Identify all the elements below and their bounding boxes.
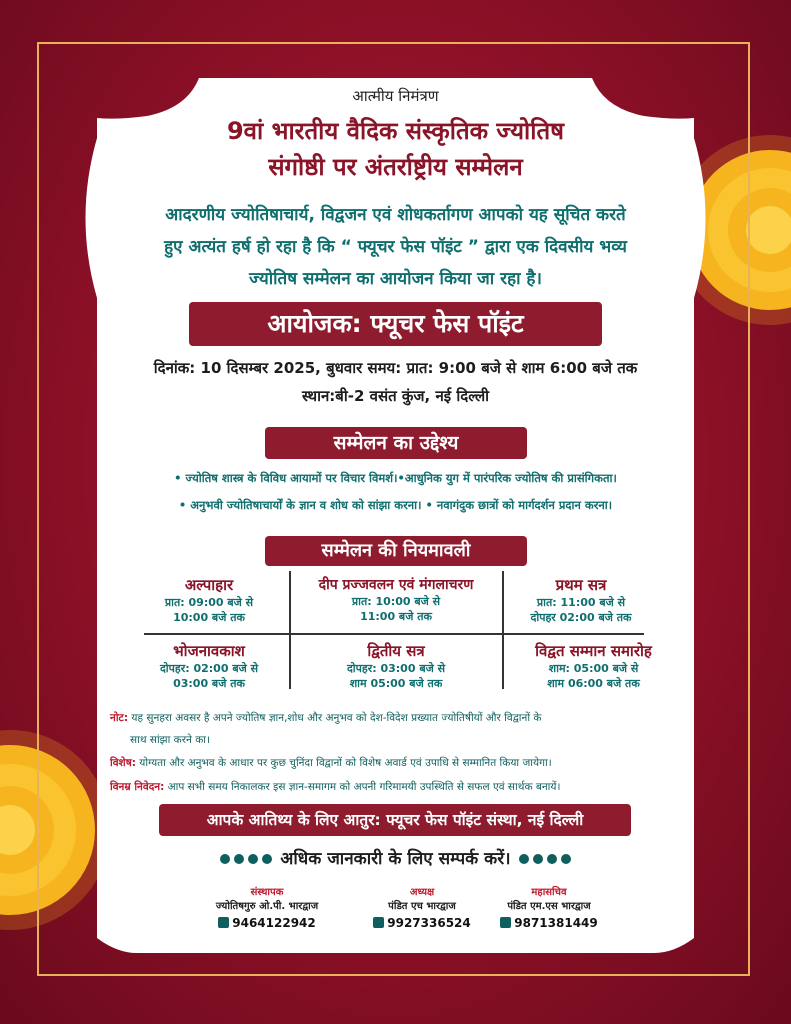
schedule-item: दीप प्रज्जवलन एवं मंगलाचरण प्रात: 10:00 बजे से 11:00 बजे तक xyxy=(318,577,474,623)
contact-secretary: महासचिव पंडित एम.एस भारद्वाज 9871381449 xyxy=(479,884,619,930)
schedule-item: द्वितीय सत्र दोपहर: 03:00 बजे से शाम 05:00 बजे तक xyxy=(346,642,446,690)
note: नोट: यह सुनहरा अवसर है अपने ज्योतिष ज्ञान,शोध और अनुभव को देश-विदेश प्रख्यात ज्योतिषीयों और विद्वानों के xyxy=(110,712,542,724)
phone-icon xyxy=(373,917,384,928)
schedule-item: प्रथम सत्र प्रात: 11:00 बजे से दोपहर 02:00 बजे तक xyxy=(530,576,632,624)
schedule-item: भोजनावकाश दोपहर: 02:00 बजे से 03:00 बजे तक xyxy=(159,642,259,690)
objectives-line-2: • अनुभवी ज्योतिषाचार्यों के ज्ञान व शोध को सांझा करना। • नवागंदुक छात्रों को मार्गदर्शन प्रदान करना। xyxy=(178,498,613,512)
phone-icon xyxy=(500,917,511,928)
title-line-1: 9वां भारतीय वैदिक संस्कृतिक ज्योतिष xyxy=(226,117,565,145)
note-continued: साथ सांझा करने का। xyxy=(130,734,210,746)
contact-heading: अधिक जानकारी के लिए सम्पर्क करें। xyxy=(74,846,717,869)
phone-icon xyxy=(218,917,229,928)
intro-line-1: आदरणीय ज्योतिषाचार्य, विद्वजन एवं शोधकर्तागण आपको यह सूचित करते xyxy=(165,205,626,225)
schedule-item: विद्वत सम्मान समारोह शाम: 05:00 बजे से शाम 06:00 बजे तक xyxy=(535,642,652,690)
special-note: विशेष: योग्यता और अनुभव के आधार पर कुछ चुनिंदा विद्वानों को विशेष अवार्ड एवं उपाधि से सम्मानित किया जायेगा। xyxy=(110,757,552,769)
schedule-item: अल्पाहार प्रात: 09:00 बजे से 10:00 बजे तक xyxy=(164,576,254,624)
intro-line-2: हुए अत्यंत हर्ष हो रहा है कि “ फ्यूचर फेस पॉइंट ” द्वारा एक दिवसीय भव्य xyxy=(164,237,627,257)
objectives-line-1: • ज्योतिष शास्त्र के विविध आयामों पर विचार विमर्श।•आधुनिक युग में पारंपरिक ज्योतिष की प्रासंगिकता। xyxy=(174,471,617,485)
contact-founder: संस्थापक ज्योतिषगुरु ओ.पी. भारद्वाज 9464122942 xyxy=(215,887,319,930)
schedule-heading: सम्मेलन की नियमावली xyxy=(265,536,527,566)
hospitality-banner: आपके आतिथ्य के लिए आतुर: फ्यूचर फेस पॉइंट संस्था, नई दिल्ली xyxy=(159,804,631,836)
objectives-heading: सम्मेलन का उद्देश्य xyxy=(265,427,527,459)
invite-label: आत्मीय निमंत्रण xyxy=(352,87,439,105)
venue: स्थान:बी-2 वसंत कुंज, नई दिल्ली xyxy=(301,387,490,405)
card-content xyxy=(74,78,717,953)
grid-divider xyxy=(144,633,644,635)
organizer-banner: आयोजक: फ्यूचर फेस पॉइंट xyxy=(189,302,602,346)
intro-line-3: ज्योतिष सम्मेलन का आयोजन किया जा रहा है। xyxy=(249,269,542,289)
title-line-2: संगोष्ठी पर अंतर्राष्ट्रीय सम्मेलन xyxy=(268,153,523,181)
contact-president: अध्यक्ष पंडित एच भारद्वाज 9927336524 xyxy=(357,884,487,930)
grid-divider xyxy=(289,571,291,689)
date-time: दिनांक: 10 दिसम्बर 2025, बुधवार समय: प्रात: 9:00 बजे से शाम 6:00 बजे तक xyxy=(153,359,638,377)
request-note: विनम्र निवेदन: आप सभी समय निकालकर इस ज्ञान-समागम को अपनी गरिमामयी उपस्थिति से सफल एवं सार्थक बनायें। xyxy=(110,781,561,793)
grid-divider xyxy=(502,571,504,689)
